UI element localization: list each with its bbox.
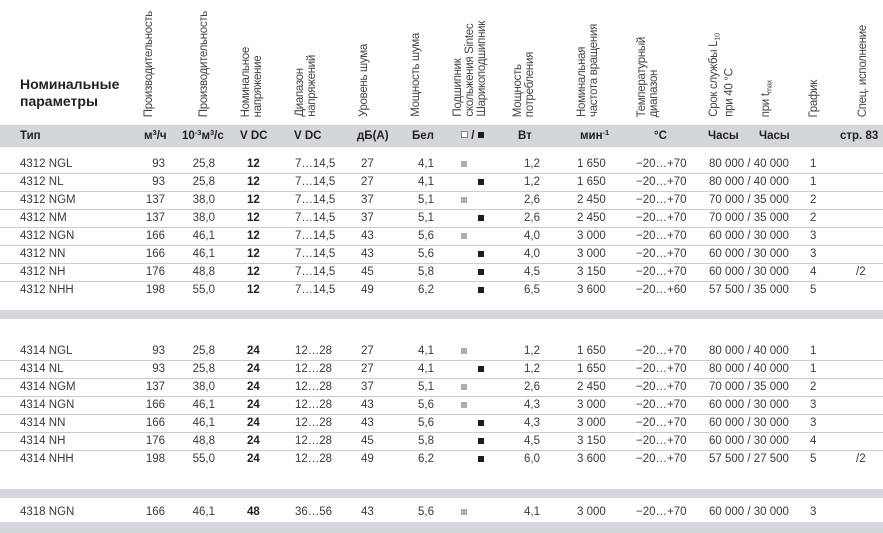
cell-temp: −20…+70 xyxy=(636,417,687,429)
unit-m3s: $10^{-3}м^3/с$ xyxy=(182,128,224,142)
col-bearing-label: Подшипник скольжения Sintec Шарикоподшипник xyxy=(452,21,488,117)
table-row xyxy=(0,155,883,174)
cell-power: 1,2 xyxy=(524,363,540,375)
sintec-bearing-icon xyxy=(461,131,468,138)
table-row xyxy=(0,245,883,264)
cell-power: 4,5 xyxy=(524,266,540,278)
unit-bearing: / xyxy=(461,125,484,147)
cell-temp: −20…+70 xyxy=(636,212,687,224)
cell-speed: 3 000 xyxy=(577,399,606,411)
cell-airflow-m3s: 38,0 xyxy=(192,212,215,224)
table-row xyxy=(0,414,883,433)
ball-bearing-icon xyxy=(478,215,484,221)
ball-bearing-icon xyxy=(478,179,484,185)
cell-type: 4314 NH xyxy=(20,435,66,447)
cell-airflow-m3h: 137 xyxy=(145,212,165,224)
unit-type: Тип xyxy=(20,130,41,142)
sintec-bearing-icon xyxy=(461,402,467,408)
cell-life: 57 500 / 35 000 xyxy=(709,284,789,296)
cell-type: 4312 NGM xyxy=(20,194,76,206)
table-row xyxy=(0,173,883,192)
cell-noise-power: 5,6 xyxy=(418,417,434,429)
cell-voltage-range: 7…14,5 xyxy=(295,158,336,170)
cell-voltage-range: 12…28 xyxy=(295,363,333,375)
table-title: Номинальные параметры xyxy=(20,76,120,109)
cell-airflow-m3s: 48,8 xyxy=(192,435,215,447)
cell-airflow-m3s: 38,0 xyxy=(192,381,215,393)
cell-airflow-m3s: 48,8 xyxy=(192,266,215,278)
cell-power: 2,6 xyxy=(524,212,540,224)
cell-type: 4318 NGN xyxy=(20,506,75,518)
ball-bearing-icon xyxy=(478,269,484,275)
cell-airflow-m3s: 46,1 xyxy=(192,506,215,518)
cell-temp: −20…+70 xyxy=(636,194,687,206)
table-row xyxy=(0,378,883,397)
col-airflow-m3h-label: Производительность xyxy=(143,10,155,117)
cell-temp: −20…+70 xyxy=(636,381,687,393)
cell-airflow-m3h: 176 xyxy=(145,435,165,447)
cell-temp: −20…+70 xyxy=(636,453,687,465)
cell-temp: −20…+70 xyxy=(636,230,687,242)
cell-airflow-m3h: 93 xyxy=(152,158,165,170)
cell-noise-level: 37 xyxy=(361,381,374,393)
cell-noise-power: 4,1 xyxy=(418,158,434,170)
col-special-label: Спец. исполнение xyxy=(857,24,869,117)
cell-speed: 3 000 xyxy=(577,417,606,429)
cell-noise-power: 5,8 xyxy=(418,266,434,278)
cell-airflow-m3h: 93 xyxy=(152,176,165,188)
cell-life: 80 000 / 40 000 xyxy=(709,363,789,375)
cell-type: 4314 NGL xyxy=(20,345,73,357)
unit-rpm: мин$^{-1}$ xyxy=(580,128,610,142)
cell-nominal-voltage: 12 xyxy=(247,194,260,206)
cell-temp: −20…+70 xyxy=(636,363,687,375)
cell-power: 4,0 xyxy=(524,248,540,260)
sintec-bearing-icon xyxy=(461,197,467,203)
unit-db: дБ(A) xyxy=(357,130,389,142)
cell-noise-level: 45 xyxy=(361,435,374,447)
table-row xyxy=(0,281,883,299)
cell-life: 60 000 / 30 000 xyxy=(709,248,789,260)
cell-type: 4312 NGN xyxy=(20,230,75,242)
group-separator xyxy=(0,310,883,319)
table-header xyxy=(0,0,883,125)
cell-nominal-voltage: 12 xyxy=(247,248,260,260)
cell-noise-level: 27 xyxy=(361,345,374,357)
cell-type: 4312 NN xyxy=(20,248,66,260)
cell-chart: 4 xyxy=(810,435,817,447)
cell-nominal-voltage: 24 xyxy=(247,363,260,375)
cell-nominal-voltage: 12 xyxy=(247,212,260,224)
sintec-bearing-icon xyxy=(461,348,467,354)
cell-airflow-m3s: 55,0 xyxy=(192,453,215,465)
cell-voltage-range: 7…14,5 xyxy=(295,248,336,260)
col-temp-label: Температурный диапазон xyxy=(636,36,660,117)
table-row xyxy=(0,396,883,415)
ball-bearing-icon xyxy=(478,420,484,426)
cell-airflow-m3s: 46,1 xyxy=(192,230,215,242)
cell-chart: 2 xyxy=(810,194,817,206)
col-life-label: Срок службы $L_{10}$ при 40 °C xyxy=(708,33,736,117)
cell-voltage-range: 7…14,5 xyxy=(295,266,336,278)
cell-power: 4,3 xyxy=(524,417,540,429)
cell-chart: 3 xyxy=(810,399,817,411)
cell-chart: 2 xyxy=(810,212,817,224)
cell-type: 4312 NL xyxy=(20,176,64,188)
cell-life: 60 000 / 30 000 xyxy=(709,399,789,411)
unit-vdc-range: V DC xyxy=(294,130,322,142)
cell-noise-level: 43 xyxy=(361,248,374,260)
cell-speed: 1 650 xyxy=(577,363,606,375)
table-row xyxy=(0,209,883,228)
cell-life: 70 000 / 35 000 xyxy=(709,194,789,206)
cell-speed: 3 600 xyxy=(577,453,606,465)
cell-nominal-voltage: 12 xyxy=(247,158,260,170)
cell-speed: 3 150 xyxy=(577,266,606,278)
unit-celsius: °C xyxy=(654,130,667,142)
cell-airflow-m3h: 166 xyxy=(145,230,165,242)
cell-chart: 5 xyxy=(810,284,817,296)
cell-noise-power: 4,1 xyxy=(418,176,434,188)
table-row xyxy=(0,503,883,521)
cell-voltage-range: 7…14,5 xyxy=(295,230,336,242)
cell-chart: 3 xyxy=(810,230,817,242)
cell-temp: −20…+70 xyxy=(636,248,687,260)
col-voltage-range-label: Диапазон напряжений xyxy=(294,55,318,117)
cell-noise-power: 5,1 xyxy=(418,194,434,206)
cell-type: 4314 NL xyxy=(20,363,64,375)
cell-chart: 1 xyxy=(810,158,817,170)
cell-voltage-range: 12…28 xyxy=(295,381,333,393)
cell-power: 1,2 xyxy=(524,158,540,170)
cell-chart: 3 xyxy=(810,506,817,518)
cell-airflow-m3s: 46,1 xyxy=(192,417,215,429)
cell-nominal-voltage: 48 xyxy=(247,506,260,518)
cell-airflow-m3s: 25,8 xyxy=(192,345,215,357)
cell-temp: −20…+70 xyxy=(636,345,687,357)
cell-voltage-range: 7…14,5 xyxy=(295,194,336,206)
unit-page: стр. 83 xyxy=(840,130,879,142)
col-airflow-m3s-label: Производительность xyxy=(198,10,210,117)
cell-nominal-voltage: 24 xyxy=(247,345,260,357)
cell-noise-power: 6,2 xyxy=(418,284,434,296)
cell-voltage-range: 12…28 xyxy=(295,417,333,429)
cell-life: 60 000 / 30 000 xyxy=(709,266,789,278)
cell-life: 60 000 / 30 000 xyxy=(709,506,789,518)
cell-type: 4314 NHH xyxy=(20,453,74,465)
cell-noise-level: 27 xyxy=(361,176,374,188)
cell-type: 4312 NH xyxy=(20,266,66,278)
cell-life: 70 000 / 35 000 xyxy=(709,381,789,393)
cell-power: 2,6 xyxy=(524,381,540,393)
cell-special: /2 xyxy=(856,266,866,278)
cell-life: 80 000 / 40 000 xyxy=(709,176,789,188)
cell-nominal-voltage: 24 xyxy=(247,399,260,411)
cell-airflow-m3h: 166 xyxy=(145,248,165,260)
cell-temp: −20…+70 xyxy=(636,399,687,411)
cell-power: 4,0 xyxy=(524,230,540,242)
cell-life: 60 000 / 30 000 xyxy=(709,230,789,242)
cell-type: 4314 NN xyxy=(20,417,66,429)
cell-airflow-m3s: 25,8 xyxy=(192,176,215,188)
cell-noise-level: 37 xyxy=(361,194,374,206)
cell-chart: 2 xyxy=(810,381,817,393)
cell-power: 2,6 xyxy=(524,194,540,206)
cell-voltage-range: 12…28 xyxy=(295,345,333,357)
cell-voltage-range: 7…14,5 xyxy=(295,212,336,224)
cell-airflow-m3h: 93 xyxy=(152,363,165,375)
cell-temp: −20…+70 xyxy=(636,506,687,518)
unit-hours: Часы xyxy=(708,130,739,142)
cell-noise-power: 5,6 xyxy=(418,230,434,242)
cell-noise-power: 5,6 xyxy=(418,506,434,518)
sintec-bearing-icon xyxy=(461,509,467,515)
cell-airflow-m3h: 93 xyxy=(152,345,165,357)
col-noise-level-label: Уровень шума xyxy=(358,43,370,117)
ball-bearing-icon xyxy=(478,251,484,257)
table-row xyxy=(0,342,883,361)
cell-airflow-m3s: 55,0 xyxy=(192,284,215,296)
cell-type: 4314 NGM xyxy=(20,381,76,393)
cell-noise-power: 5,6 xyxy=(418,248,434,260)
cell-noise-level: 49 xyxy=(361,284,374,296)
cell-speed: 3 000 xyxy=(577,506,606,518)
unit-vdc: V DC xyxy=(240,130,268,142)
cell-power: 4,5 xyxy=(524,435,540,447)
ball-bearing-icon xyxy=(478,132,484,138)
ball-bearing-icon xyxy=(478,287,484,293)
cell-airflow-m3h: 137 xyxy=(145,381,165,393)
cell-voltage-range: 12…28 xyxy=(295,399,333,411)
col-chart-label: График xyxy=(808,79,820,117)
cell-noise-level: 43 xyxy=(361,417,374,429)
cell-speed: 2 450 xyxy=(577,212,606,224)
cell-special: /2 xyxy=(856,453,866,465)
col-noise-power-label: Мощность шума xyxy=(410,33,422,117)
cell-chart: 1 xyxy=(810,176,817,188)
sintec-bearing-icon xyxy=(461,384,467,390)
cell-speed: 1 650 xyxy=(577,158,606,170)
cell-power: 1,2 xyxy=(524,345,540,357)
cell-type: 4312 NHH xyxy=(20,284,74,296)
table-row xyxy=(0,432,883,451)
unit-hours-tmax: Часы xyxy=(759,130,790,142)
cell-airflow-m3h: 137 xyxy=(145,194,165,206)
cell-nominal-voltage: 12 xyxy=(247,266,260,278)
cell-airflow-m3h: 198 xyxy=(145,453,165,465)
cell-temp: −20…+70 xyxy=(636,176,687,188)
cell-noise-level: 49 xyxy=(361,453,374,465)
cell-airflow-m3h: 166 xyxy=(145,399,165,411)
cell-noise-level: 27 xyxy=(361,363,374,375)
cell-noise-level: 45 xyxy=(361,266,374,278)
cell-noise-level: 37 xyxy=(361,212,374,224)
cell-voltage-range: 7…14,5 xyxy=(295,176,336,188)
cell-nominal-voltage: 12 xyxy=(247,230,260,242)
cell-voltage-range: 12…28 xyxy=(295,453,333,465)
cell-power: 4,3 xyxy=(524,399,540,411)
cell-type: 4312 NM xyxy=(20,212,67,224)
group-separator xyxy=(0,489,883,498)
ball-bearing-icon xyxy=(478,438,484,444)
cell-chart: 3 xyxy=(810,417,817,429)
cell-airflow-m3h: 176 xyxy=(145,266,165,278)
cell-airflow-m3s: 25,8 xyxy=(192,158,215,170)
unit-bel: Бел xyxy=(412,130,434,142)
unit-watt: Вт xyxy=(518,130,532,142)
units-row xyxy=(0,125,883,147)
cell-life: 57 500 / 27 500 xyxy=(709,453,789,465)
cell-speed: 1 650 xyxy=(577,176,606,188)
cell-airflow-m3h: 166 xyxy=(145,506,165,518)
cell-voltage-range: 36…56 xyxy=(295,506,333,518)
cell-noise-power: 5,8 xyxy=(418,435,434,447)
cell-noise-power: 4,1 xyxy=(418,345,434,357)
cell-airflow-m3h: 166 xyxy=(145,417,165,429)
cell-nominal-voltage: 24 xyxy=(247,381,260,393)
cell-life: 80 000 / 40 000 xyxy=(709,345,789,357)
cell-noise-power: 5,1 xyxy=(418,381,434,393)
cell-speed: 2 450 xyxy=(577,194,606,206)
cell-voltage-range: 12…28 xyxy=(295,435,333,447)
cell-speed: 3 600 xyxy=(577,284,606,296)
cell-airflow-m3s: 46,1 xyxy=(192,248,215,260)
cell-airflow-m3s: 46,1 xyxy=(192,399,215,411)
cell-temp: −20…+70 xyxy=(636,158,687,170)
cell-speed: 3 150 xyxy=(577,435,606,447)
cell-temp: −20…+60 xyxy=(636,284,687,296)
cell-chart: 1 xyxy=(810,345,817,357)
cell-airflow-m3h: 198 xyxy=(145,284,165,296)
cell-nominal-voltage: 12 xyxy=(247,176,260,188)
ball-bearing-icon xyxy=(478,366,484,372)
table-row xyxy=(0,191,883,210)
col-speed-label: Номинальная частота вращения xyxy=(576,24,600,117)
cell-speed: 2 450 xyxy=(577,381,606,393)
cell-noise-power: 6,2 xyxy=(418,453,434,465)
col-life-tmax-label: при $t_{max}$ xyxy=(760,79,774,117)
table-footer-band xyxy=(0,522,883,533)
ball-bearing-icon xyxy=(478,456,484,462)
cell-power: 4,1 xyxy=(524,506,540,518)
cell-power: 6,0 xyxy=(524,453,540,465)
cell-voltage-range: 7…14,5 xyxy=(295,284,336,296)
cell-airflow-m3s: 38,0 xyxy=(192,194,215,206)
table-row xyxy=(0,360,883,379)
cell-noise-level: 43 xyxy=(361,399,374,411)
cell-temp: −20…+70 xyxy=(636,266,687,278)
cell-speed: 3 000 xyxy=(577,248,606,260)
cell-nominal-voltage: 24 xyxy=(247,435,260,447)
cell-noise-power: 5,1 xyxy=(418,212,434,224)
cell-noise-power: 4,1 xyxy=(418,363,434,375)
cell-type: 4314 NGN xyxy=(20,399,75,411)
cell-noise-level: 43 xyxy=(361,230,374,242)
cell-nominal-voltage: 12 xyxy=(247,284,260,296)
sintec-bearing-icon xyxy=(461,161,467,167)
sintec-bearing-icon xyxy=(461,233,467,239)
table-row xyxy=(0,227,883,246)
cell-life: 70 000 / 35 000 xyxy=(709,212,789,224)
cell-speed: 1 650 xyxy=(577,345,606,357)
cell-noise-level: 43 xyxy=(361,506,374,518)
table-row xyxy=(0,450,883,468)
cell-chart: 4 xyxy=(810,266,817,278)
cell-type: 4312 NGL xyxy=(20,158,73,170)
cell-chart: 3 xyxy=(810,248,817,260)
table-row xyxy=(0,263,883,282)
cell-noise-power: 5,6 xyxy=(418,399,434,411)
cell-life: 80 000 / 40 000 xyxy=(709,158,789,170)
cell-chart: 1 xyxy=(810,363,817,375)
cell-chart: 5 xyxy=(810,453,817,465)
cell-life: 60 000 / 30 000 xyxy=(709,417,789,429)
cell-temp: −20…+70 xyxy=(636,435,687,447)
cell-speed: 3 000 xyxy=(577,230,606,242)
cell-nominal-voltage: 24 xyxy=(247,417,260,429)
cell-power: 1,2 xyxy=(524,176,540,188)
cell-power: 6,5 xyxy=(524,284,540,296)
cell-life: 60 000 / 30 000 xyxy=(709,435,789,447)
col-power-label: Мощность потребления xyxy=(512,51,536,117)
cell-nominal-voltage: 24 xyxy=(247,453,260,465)
cell-noise-level: 27 xyxy=(361,158,374,170)
unit-m3h: $м^3/ч$ xyxy=(144,128,167,142)
cell-airflow-m3s: 25,8 xyxy=(192,363,215,375)
col-nominal-voltage-label: Номинальное напряжение xyxy=(240,46,264,117)
